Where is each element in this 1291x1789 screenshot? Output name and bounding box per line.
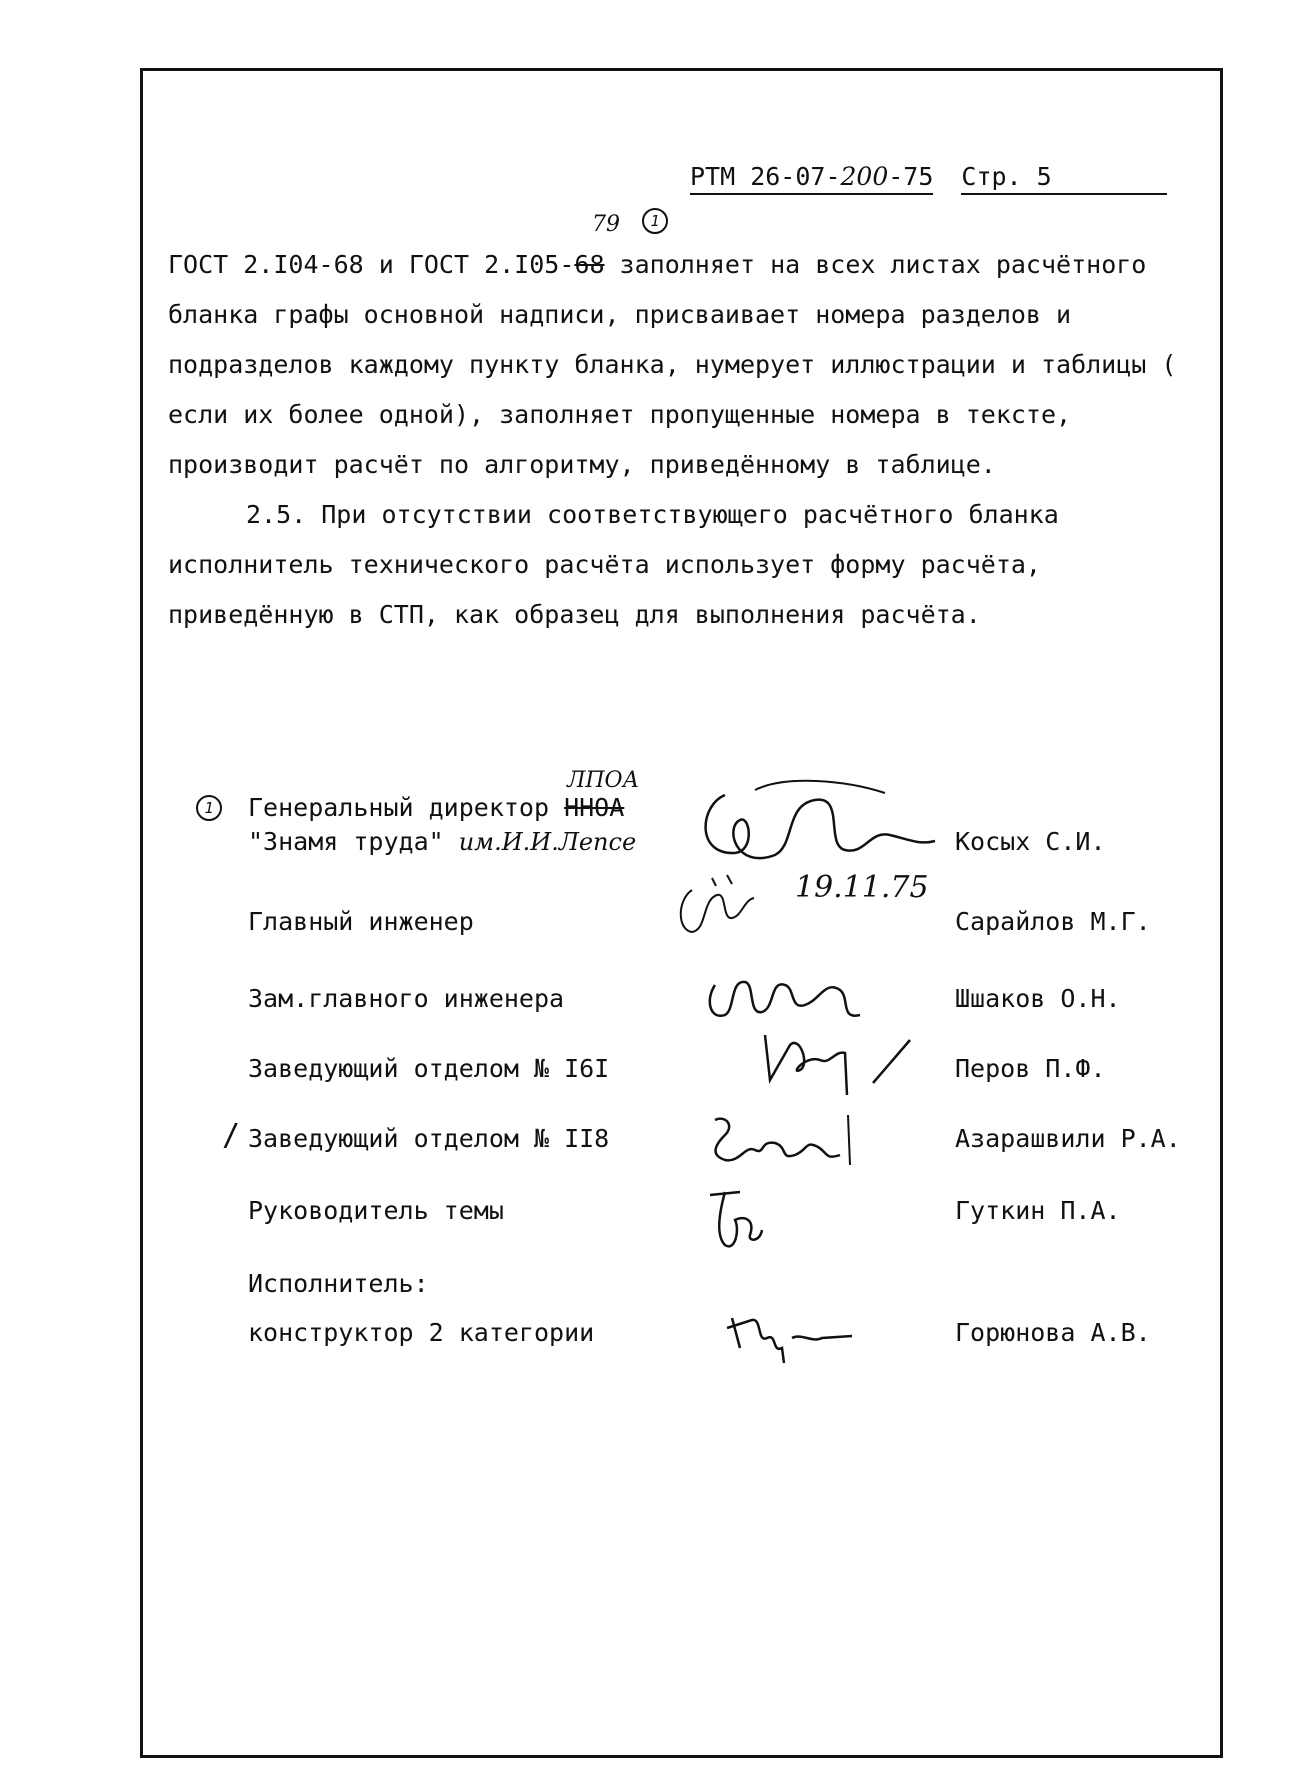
director-change-mark: 1 xyxy=(196,795,222,821)
director-org-handwritten: им.И.И.Лепсе xyxy=(458,828,637,856)
signatory-name: Шшаков О.Н. xyxy=(955,984,1121,1013)
change-mark: 1 xyxy=(642,208,668,234)
paragraph-1-rest: заполняет на всех листах расчётного бланка графы основной надписи, присваивает номера разделов и подразделов каждому пункту бланка, нумерует иллюстрации и таблицы ( если их более одной), заполняет пропущенные номера в тексте, производит расчёт по алгоритму, приведённому в таблице. xyxy=(168,250,1177,479)
signatory-row xyxy=(0,1124,1291,1174)
org-correction: ЛПОА xyxy=(567,768,640,793)
signatory-row xyxy=(0,907,1291,957)
code-suffix: -75 xyxy=(888,162,934,191)
signatory-row xyxy=(0,1054,1291,1104)
dept161-signature xyxy=(755,1025,925,1100)
signatory-name: Гуткин П.А. xyxy=(955,1196,1121,1225)
signatory-role: Главный инженер xyxy=(248,907,474,936)
signatory-name: Азарашвили Р.А. xyxy=(955,1124,1181,1153)
page-number: Стр. 5 xyxy=(961,162,1167,195)
margin-slash: / xyxy=(222,1118,241,1153)
director-role-text: Генеральный директор xyxy=(248,793,565,822)
director-name: Косых С.И. xyxy=(955,827,1106,856)
signatory-role: Руководитель темы xyxy=(248,1196,504,1225)
signatory-row xyxy=(0,1196,1291,1246)
paragraph-2: 2.5. При отсутствии соответствующего расчётного бланка исполнитель технического расчёта использует форму расчёта, приведённую в СТП, как образец для выполнения расчёта. xyxy=(168,500,1059,629)
executor-signature xyxy=(722,1308,872,1368)
body-text xyxy=(168,240,1218,640)
struck-year: 68 xyxy=(574,250,605,279)
topic-lead-signature xyxy=(700,1180,790,1260)
director-struck-org: ННОА xyxy=(564,793,625,822)
director-role-line2 xyxy=(248,827,636,856)
director-org-name: "Знамя труда" xyxy=(248,827,459,856)
paragraph-1 xyxy=(168,240,1218,490)
director-signature xyxy=(695,775,945,880)
signatory-role: Заведующий отделом № II8 xyxy=(248,1124,610,1153)
signatory-name: Перов П.Ф. xyxy=(955,1054,1106,1083)
signatory-row xyxy=(0,984,1291,1034)
code-prefix: РТМ 26-07- xyxy=(690,162,841,191)
dept118-signature xyxy=(700,1105,870,1175)
document-code xyxy=(690,162,933,195)
paragraph-1-start: ГОСТ 2.I04-68 и ГОСТ 2.I05- xyxy=(168,250,575,279)
signatory-role: Зам.главного инженера xyxy=(248,984,565,1013)
executor-row xyxy=(0,1318,1291,1368)
executor-label: Исполнитель: xyxy=(248,1269,429,1298)
code-number-handwritten: 200 xyxy=(840,162,889,191)
director-role xyxy=(248,793,624,822)
document-header xyxy=(690,162,1167,195)
signatory-name: Сарайлов М.Г. xyxy=(955,907,1151,936)
signatory-role: Заведующий отделом № I6I xyxy=(248,1054,610,1083)
director-date-note: 19.11.75 xyxy=(795,870,929,905)
year-correction: 79 xyxy=(592,212,620,237)
executor-name: Горюнова А.В. xyxy=(955,1318,1151,1347)
executor-role: конструктор 2 категории xyxy=(248,1318,595,1347)
